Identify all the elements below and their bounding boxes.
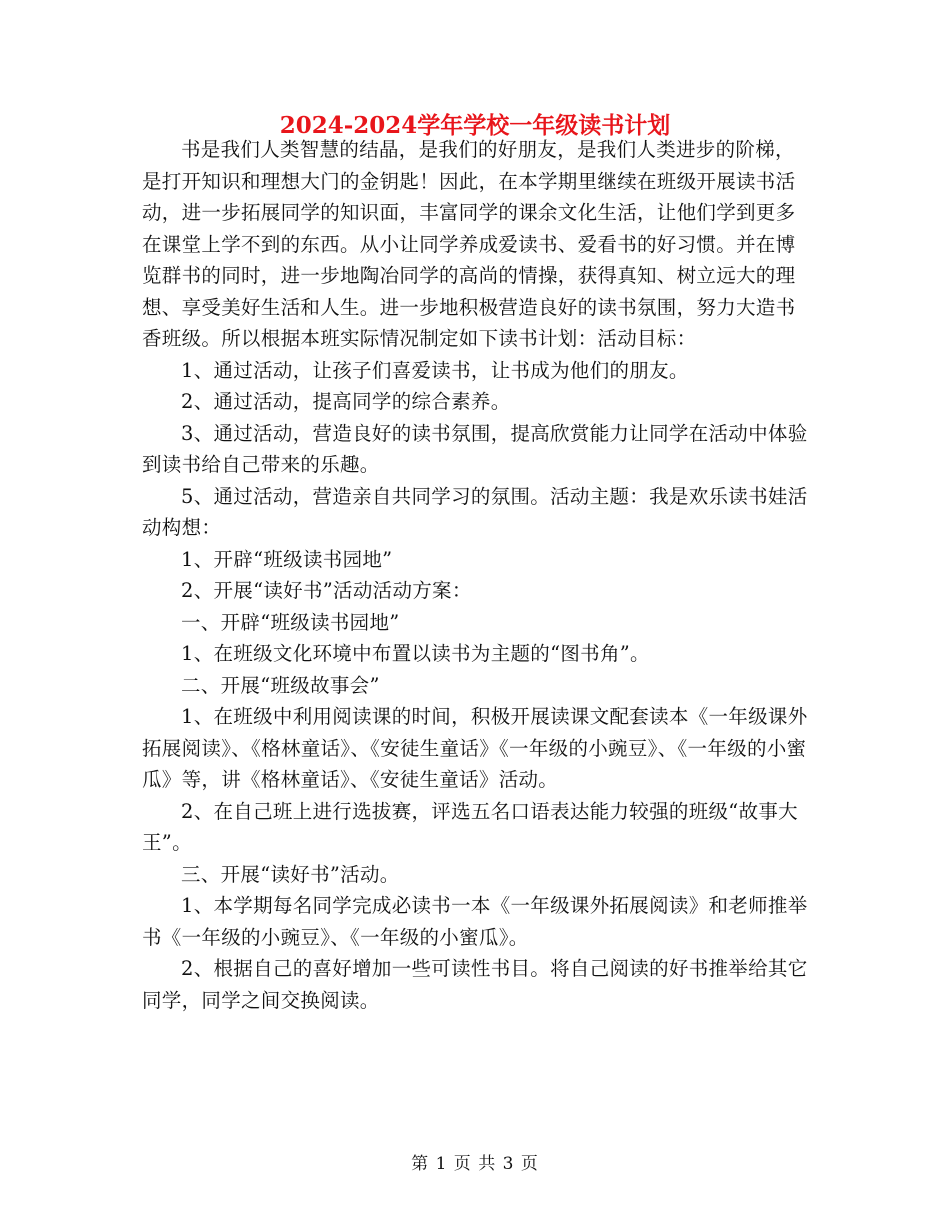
plan-section-1-heading: 一、开辟“班级读书园地”	[181, 610, 400, 634]
goal-item-5: 5、通过活动，营造亲自共同学习的氛围。活动主题：我是欢乐读书娃活动构想：	[142, 484, 808, 539]
plan-section-1-item-1: 1、在班级文化环境中布置以读书为主题的“图书角”。	[181, 642, 650, 665]
intro-paragraph: 书是我们人类智慧的结晶，是我们的好朋友，是我们人类进步的阶梯，是打开知识和理想大门的金钥匙！因此，在本学期里继续在班级开展读书活动，进一步拓展同学的知识面，丰富同学的课余文化生活，让他们学到更多在课堂上学不到的东西。从小让同学养成爱读书、爱看书的好习惯。并在博览群书的同时，进一步地陶冶同学的高尚的情操，获得真知、树立远大的理想、享受美好生活和人生。进一步地积极营造良好的读书氛围，努力大造书香班级。所以根据本班实际情况制定如下读书计划：活动目标：	[142, 138, 796, 350]
goal-item-1: 1、通过活动，让孩子们喜爱读书，让书成为他们的朋友。	[181, 358, 689, 382]
goal-item-3: 3、通过活动，营造良好的读书氛围，提高欣赏能力让同学在活动中体验到读书给自己带来的乐趣。	[142, 421, 808, 476]
concept-item-2: 2、开展“读好书”活动活动方案：	[181, 579, 472, 602]
document-title: 2024-2024学年学校一年级读书计划	[279, 112, 671, 139]
goal-item-2: 2、通过活动，提高同学的综合素养。	[181, 390, 511, 413]
document-body	[142, 134, 810, 1016]
page-number-footer: 第 1 页 共 3 页	[411, 1154, 539, 1174]
plan-section-2-item-1: 1、在班级中利用阅读课的时间，积极开展读课文配套读本《一年级课外拓展阅读》、《格林童话》、《安徒生童话》《一年级的小豌豆》、《一年级的小蜜瓜》等，讲《格林童话》、《安徒生童话》活动。	[142, 705, 808, 791]
plan-section-3-item-1: 1、本学期每名同学完成必读书一本《一年级课外拓展阅读》和老师推举书《一年级的小豌豆》、《一年级的小蜜瓜》。	[142, 894, 808, 949]
plan-section-3-heading: 三、开展“读好书”活动。	[181, 862, 400, 886]
plan-section-2-heading: 二、开展“班级故事会”	[181, 673, 380, 697]
plan-section-2-item-2: 2、在自己班上进行选拔赛，评选五名口语表达能力较强的班级“故事大王”。	[142, 799, 798, 854]
plan-section-3-item-2: 2、根据自己的喜好增加一些可读性书目。将自己阅读的好书推举给其它同学，同学之间交换阅读。	[142, 957, 808, 1012]
concept-item-1: 1、开辟“班级读书园地”	[181, 547, 393, 571]
